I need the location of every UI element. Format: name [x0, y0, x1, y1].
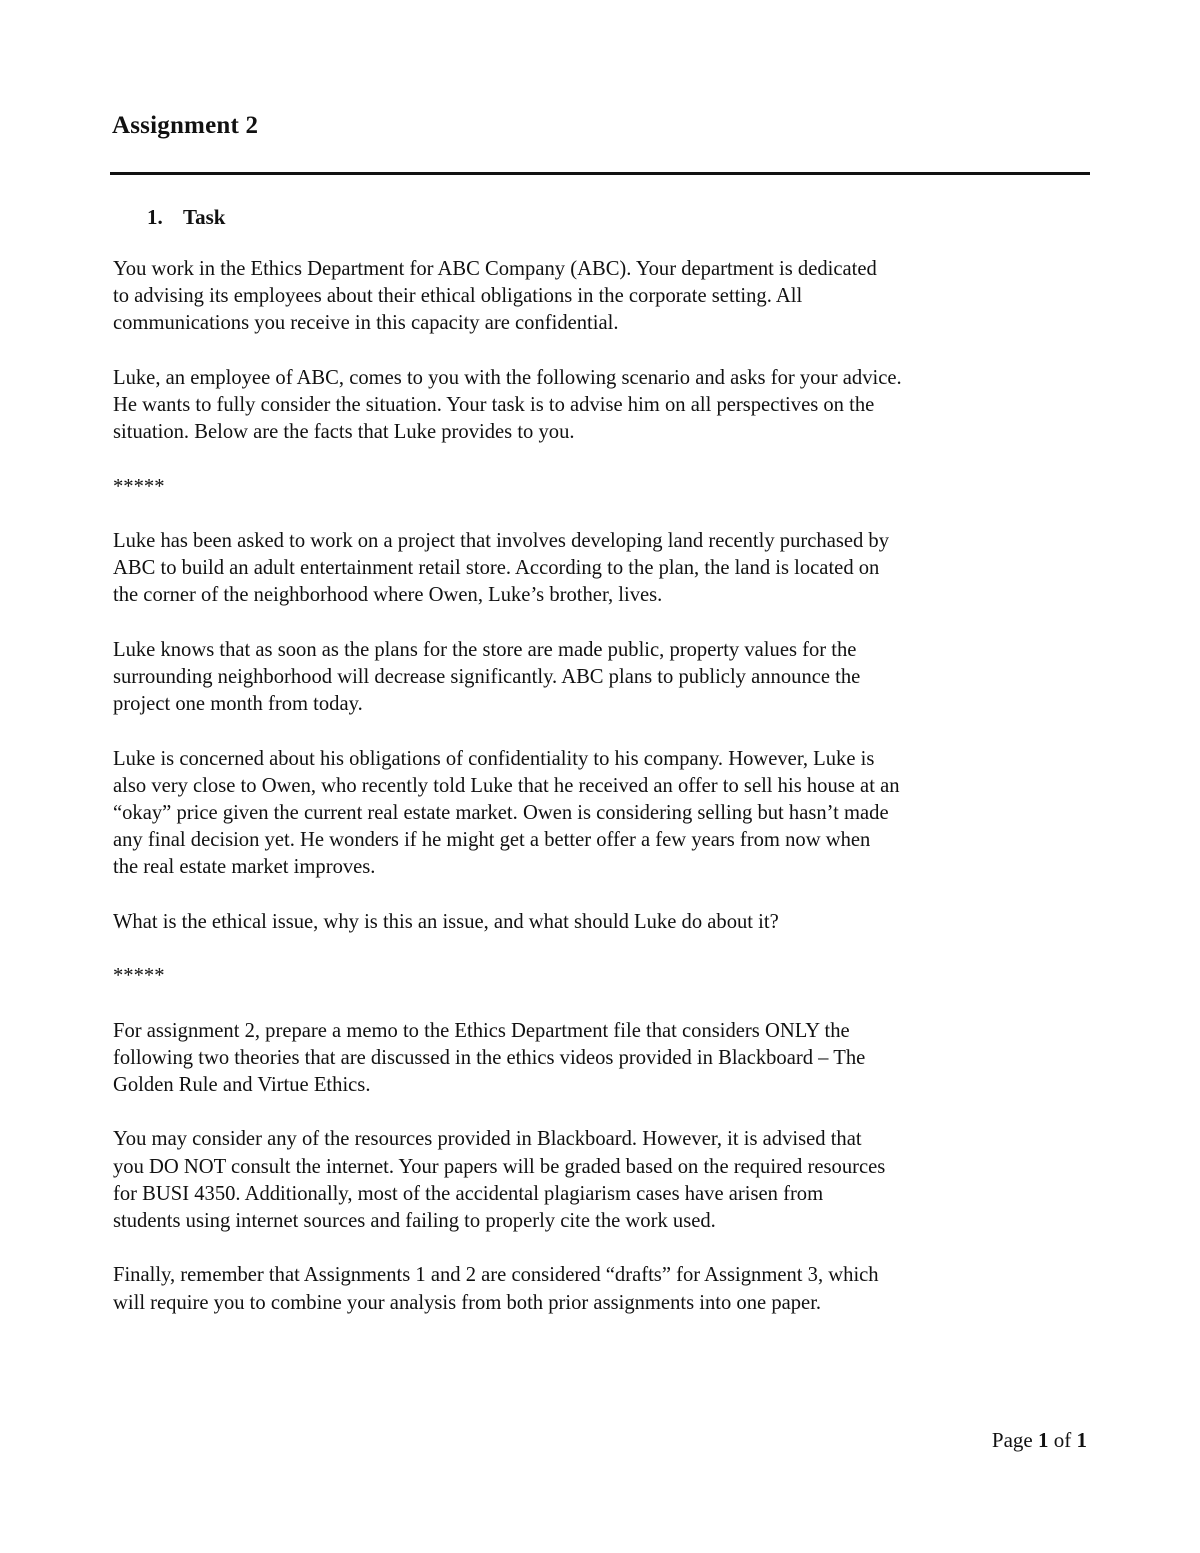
section-heading [147, 205, 225, 230]
paragraph-assignment-instructions: For assignment 2, prepare a memo to the Ethics Department file that considers ONLY the following two theories that are discussed in the ethics videos provided in Blackboard – The Golden Rule and Virtue Ethics. [113, 1019, 866, 1096]
section-title: Task [183, 205, 226, 229]
of-label: of [1053, 1428, 1072, 1452]
total-pages-number: 1 [1076, 1428, 1087, 1452]
document-body [113, 256, 1043, 1344]
paragraph-drafts: Finally, remember that Assignments 1 and 2 are considered “drafts” for Assignment 3, which will require you to combine your analysis from both prior assignments into one paper. [113, 1264, 879, 1314]
paragraph-question: What is the ethical issue, why is this an issue, and what should Luke do about it? [113, 910, 779, 933]
paragraph-scenario-request: Luke, an employee of ABC, comes to you with the following scenario and asks for your advice. He wants to fully consider the situation. Your task is to advise him on all perspectives on the situation. Below are the facts that Luke provides to you. [113, 366, 902, 444]
separator-stars: ***** [113, 475, 165, 498]
paragraph-project: Luke has been asked to work on a project that involves developing land recently purchased by ABC to build an adult entertainment retail store. According to the plan, the land is located on the corner of the neighborhood where Owen, Luke’s brother, lives. [113, 529, 890, 607]
paragraph-intro: You work in the Ethics Department for ABC Company (ABC). Your department is dedicated to advising its employees about their ethical obligations in the corporate setting. All communications you receive in this capacity are confidential. [113, 258, 877, 335]
paragraph-property-values: Luke knows that as soon as the plans for the store are made public, property values for the surrounding neighborhood will decrease significantly. ABC plans to publicly announce the project one month from today. [113, 638, 861, 716]
paragraph-confidentiality: Luke is concerned about his obligations of confidentiality to his company. However, Luke is also very close to Owen, who recently told Luke that he received an offer to sell his house at an “okay” price given the current real estate market. Owen is considering selling but hasn’t made any final decision yet. He wonders if he might get a better offer a few years from now when the real estate market improves. [113, 747, 900, 879]
document-title: Assignment 2 [112, 112, 259, 139]
current-page-number: 1 [1038, 1428, 1049, 1452]
page-label: Page [991, 1428, 1033, 1452]
title-divider [110, 172, 1090, 175]
separator-stars: ***** [113, 965, 165, 988]
page-number-footer [992, 1428, 1087, 1453]
section-number: 1. [147, 205, 163, 229]
paragraph-resources: You may consider any of the resources provided in Blackboard. However, it is advised that you DO NOT consult the internet. Your papers will be graded based on the required resources for BUSI 4350. Additionally, most of the accidental plagiarism cases have arisen from students using internet sources and failing to properly cite the work used. [113, 1128, 886, 1232]
